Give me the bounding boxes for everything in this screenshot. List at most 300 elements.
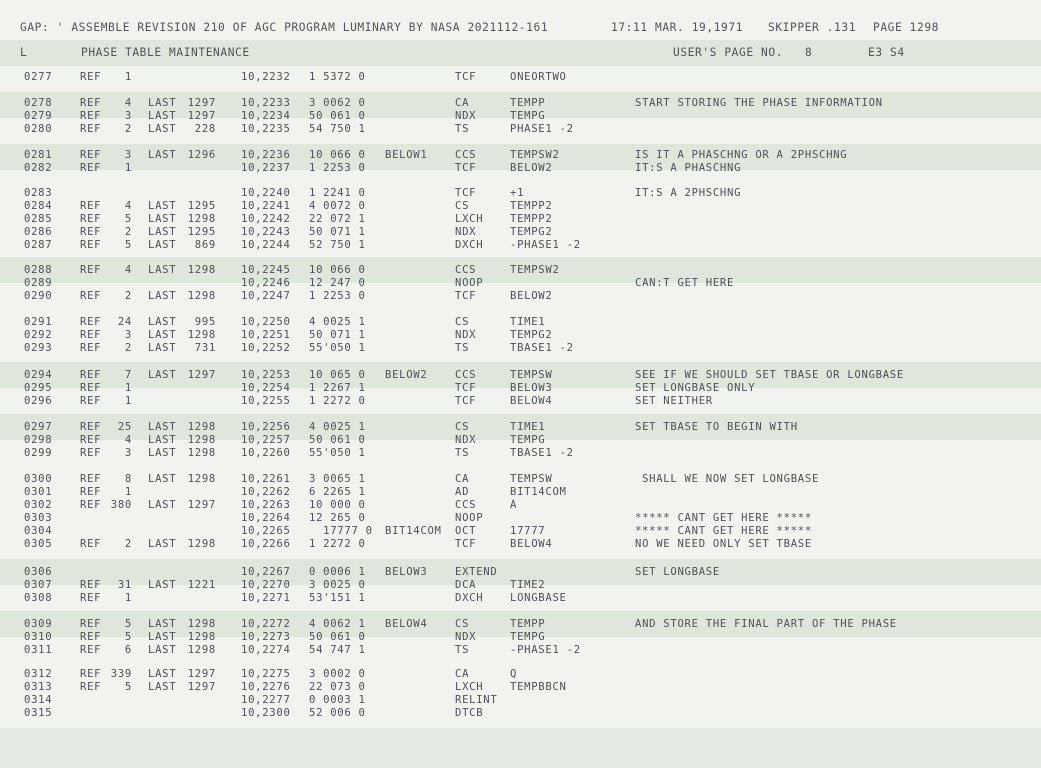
opcode: TS	[455, 447, 470, 459]
opcode: DXCH	[455, 239, 484, 251]
listing-row	[0, 681, 1041, 694]
address: 10,2253	[241, 369, 291, 381]
listing-row	[0, 369, 1041, 382]
ref-keyword: REF	[80, 421, 102, 433]
ref-keyword: REF	[80, 499, 102, 511]
octal-code: 4 0072 0	[309, 200, 366, 212]
last-page: 1297	[187, 499, 216, 511]
ref-keyword: REF	[80, 226, 102, 238]
opcode: NDX	[455, 226, 477, 238]
comment: ***** CANT GET HERE *****	[635, 525, 812, 537]
listing-row	[0, 382, 1041, 395]
last-keyword: LAST	[148, 618, 177, 630]
ref-count: 380	[110, 499, 132, 511]
operand: BELOW4	[510, 395, 553, 407]
last-keyword: LAST	[148, 631, 177, 643]
opcode: CA	[455, 668, 470, 680]
last-page: 1298	[187, 264, 216, 276]
opcode: DCA	[455, 579, 477, 591]
octal-code: 17777 0	[309, 525, 373, 537]
address: 10,2261	[241, 473, 291, 485]
line-number: 0303	[24, 512, 53, 524]
operand: Q	[510, 668, 518, 680]
operand: TEMPP	[510, 618, 546, 630]
operand: TBASE1 -2	[510, 447, 574, 459]
section-title: PHASE TABLE MAINTENANCE	[81, 46, 250, 59]
line-number: 0307	[24, 579, 53, 591]
ref-keyword: REF	[80, 592, 102, 604]
ref-count: 3	[124, 447, 132, 459]
ref-keyword: REF	[80, 579, 102, 591]
line-number: 0309	[24, 618, 53, 630]
listing-row	[0, 447, 1041, 460]
address: 10,2263	[241, 499, 291, 511]
line-number: 0281	[24, 149, 53, 161]
listing-row	[0, 499, 1041, 512]
last-keyword: LAST	[148, 538, 177, 550]
ref-keyword: REF	[80, 149, 102, 161]
listing-row	[0, 123, 1041, 136]
address: 10,2274	[241, 644, 291, 656]
ref-keyword: REF	[80, 369, 102, 381]
ref-keyword: REF	[80, 473, 102, 485]
opcode: NOOP	[455, 277, 484, 289]
address: 10,2245	[241, 264, 291, 276]
operand: 17777	[510, 525, 546, 537]
last-page: 1298	[187, 421, 216, 433]
octal-code: 0 0003 1	[309, 694, 366, 706]
last-page: 1298	[187, 618, 216, 630]
line-number: 0298	[24, 434, 53, 446]
address: 10,2300	[241, 707, 291, 719]
line-number: 0313	[24, 681, 53, 693]
operand: -PHASE1 -2	[510, 239, 581, 251]
line-number: 0283	[24, 187, 53, 199]
last-page: 1297	[187, 668, 216, 680]
listing-row	[0, 395, 1041, 408]
address: 10,2264	[241, 512, 291, 524]
last-page: 1297	[187, 369, 216, 381]
address: 10,2243	[241, 226, 291, 238]
octal-code: 1 2253 0	[309, 290, 366, 302]
line-number: 0314	[24, 694, 53, 706]
line-number: 0289	[24, 277, 53, 289]
line-number: 0312	[24, 668, 53, 680]
last-page: 1298	[187, 644, 216, 656]
last-keyword: LAST	[148, 316, 177, 328]
last-page: 1298	[187, 538, 216, 550]
address: 10,2240	[241, 187, 291, 199]
listing-row	[0, 187, 1041, 200]
address: 10,2277	[241, 694, 291, 706]
operand: TIME1	[510, 316, 546, 328]
last-page: 1298	[187, 631, 216, 643]
listing-row	[0, 200, 1041, 213]
last-keyword: LAST	[148, 200, 177, 212]
operand: TEMPSW2	[510, 149, 560, 161]
ref-count: 2	[124, 226, 132, 238]
listing-row	[0, 631, 1041, 644]
octal-code: 1 2267 1	[309, 382, 366, 394]
last-page: 1298	[187, 473, 216, 485]
address: 10,2232	[241, 71, 291, 83]
ref-keyword: REF	[80, 264, 102, 276]
comment: CAN:T GET HERE	[635, 277, 735, 289]
line-number: 0315	[24, 707, 53, 719]
operand: TEMPP	[510, 97, 546, 109]
listing-row	[0, 694, 1041, 707]
opcode: TS	[455, 123, 470, 135]
ref-count: 5	[124, 239, 132, 251]
ref-keyword: REF	[80, 681, 102, 693]
line-number: 0300	[24, 473, 53, 485]
opcode: NDX	[455, 110, 477, 122]
ref-count: 3	[124, 110, 132, 122]
octal-code: 50 061 0	[309, 434, 366, 446]
line-number: 0284	[24, 200, 53, 212]
last-keyword: LAST	[148, 434, 177, 446]
ref-keyword: REF	[80, 395, 102, 407]
octal-code: 54 750 1	[309, 123, 366, 135]
line-number: 0311	[24, 644, 53, 656]
operand: +1	[510, 187, 525, 199]
opcode: TS	[455, 342, 470, 354]
ref-count: 1	[124, 382, 132, 394]
ref-count: 2	[124, 342, 132, 354]
last-page: 1297	[187, 110, 216, 122]
address: 10,2233	[241, 97, 291, 109]
listing-row	[0, 329, 1041, 342]
operand: BELOW2	[510, 162, 553, 174]
operand: TEMPG	[510, 110, 546, 122]
ref-keyword: REF	[80, 382, 102, 394]
ref-count: 5	[124, 681, 132, 693]
listing-row	[0, 149, 1041, 162]
operand: TEMPP2	[510, 213, 553, 225]
ref-keyword: REF	[80, 162, 102, 174]
ref-count: 7	[124, 369, 132, 381]
octal-code: 10 065 0	[309, 369, 366, 381]
ref-count: 8	[124, 473, 132, 485]
listing-row	[0, 525, 1041, 538]
opcode: TCF	[455, 71, 477, 83]
octal-code: 10 066 0	[309, 149, 366, 161]
operand: TEMPSW2	[510, 264, 560, 276]
opcode: TCF	[455, 162, 477, 174]
ref-keyword: REF	[80, 342, 102, 354]
last-keyword: LAST	[148, 213, 177, 225]
listing-row	[0, 162, 1041, 175]
comment: SEE IF WE SHOULD SET TBASE OR LONGBASE	[635, 369, 904, 381]
last-page: 731	[194, 342, 216, 354]
line-number: 0286	[24, 226, 53, 238]
last-keyword: LAST	[148, 579, 177, 591]
ref-count: 24	[117, 316, 132, 328]
address: 10,2275	[241, 668, 291, 680]
comment: SHALL WE NOW SET LONGBASE	[635, 473, 820, 485]
ref-count: 1	[124, 71, 132, 83]
ref-count: 3	[124, 149, 132, 161]
opcode: CS	[455, 618, 470, 630]
listing-row	[0, 290, 1041, 303]
opcode: OCT	[455, 525, 477, 537]
ref-keyword: REF	[80, 486, 102, 498]
opcode: NOOP	[455, 512, 484, 524]
last-keyword: LAST	[148, 681, 177, 693]
listing-row	[0, 97, 1041, 110]
opcode: NDX	[455, 631, 477, 643]
line-number: 0294	[24, 369, 53, 381]
ref-keyword: REF	[80, 668, 102, 680]
ref-count: 4	[124, 200, 132, 212]
opcode: CA	[455, 473, 470, 485]
opcode: CS	[455, 200, 470, 212]
listing-row	[0, 538, 1041, 551]
line-number: 0302	[24, 499, 53, 511]
ref-count: 5	[124, 631, 132, 643]
octal-code: 55'050 1	[309, 342, 366, 354]
last-keyword: LAST	[148, 369, 177, 381]
ref-count: 2	[124, 123, 132, 135]
ref-keyword: REF	[80, 618, 102, 630]
address: 10,2251	[241, 329, 291, 341]
address: 10,2254	[241, 382, 291, 394]
opcode: CA	[455, 97, 470, 109]
last-keyword: LAST	[148, 342, 177, 354]
comment: ***** CANT GET HERE *****	[635, 512, 812, 524]
octal-code: 3 0065 1	[309, 473, 366, 485]
ref-count: 1	[124, 592, 132, 604]
line-number: 0308	[24, 592, 53, 604]
operand: TEMPP2	[510, 200, 553, 212]
octal-code: 12 247 0	[309, 277, 366, 289]
line-number: 0278	[24, 97, 53, 109]
octal-code: 4 0062 1	[309, 618, 366, 630]
opcode: CS	[455, 421, 470, 433]
octal-code: 1 2272 0	[309, 538, 366, 550]
operand: LONGBASE	[510, 592, 567, 604]
ref-count: 5	[124, 213, 132, 225]
symbol-label: BIT14COM	[385, 525, 442, 537]
listing-row	[0, 618, 1041, 631]
opcode: DXCH	[455, 592, 484, 604]
opcode: CCS	[455, 264, 477, 276]
listing-row	[0, 264, 1041, 277]
opcode: CCS	[455, 149, 477, 161]
operand: TIME1	[510, 421, 546, 433]
sheet-label: E3 S4	[868, 46, 905, 59]
address: 10,2276	[241, 681, 291, 693]
octal-code: 54 747 1	[309, 644, 366, 656]
address: 10,2241	[241, 200, 291, 212]
symbol-label: BELOW3	[385, 566, 428, 578]
octal-code: 52 750 1	[309, 239, 366, 251]
address: 10,2272	[241, 618, 291, 630]
last-keyword: LAST	[148, 123, 177, 135]
symbol-label: BELOW2	[385, 369, 428, 381]
line-number: 0296	[24, 395, 53, 407]
listing-row	[0, 707, 1041, 720]
line-number: 0280	[24, 123, 53, 135]
last-keyword: LAST	[148, 149, 177, 161]
address: 10,2237	[241, 162, 291, 174]
last-page: 1296	[187, 149, 216, 161]
opcode: CCS	[455, 499, 477, 511]
last-keyword: LAST	[148, 239, 177, 251]
address: 10,2267	[241, 566, 291, 578]
listing-row	[0, 592, 1041, 605]
last-keyword: LAST	[148, 473, 177, 485]
ref-keyword: REF	[80, 213, 102, 225]
listing-row	[0, 434, 1041, 447]
operand: TEMPSW	[510, 473, 553, 485]
operand: TEMPG2	[510, 226, 553, 238]
operand: TEMPG	[510, 631, 546, 643]
listing-row	[0, 342, 1041, 355]
comment: IS IT A PHASCHNG OR A 2PHSCHNG	[635, 149, 848, 161]
address: 10,2266	[241, 538, 291, 550]
line-number: 0288	[24, 264, 53, 276]
opcode: TCF	[455, 187, 477, 199]
octal-code: 10 066 0	[309, 264, 366, 276]
opcode: NDX	[455, 434, 477, 446]
last-page: 1297	[187, 97, 216, 109]
opcode: LXCH	[455, 213, 484, 225]
ref-keyword: REF	[80, 447, 102, 459]
octal-code: 22 072 1	[309, 213, 366, 225]
address: 10,2247	[241, 290, 291, 302]
address: 10,2265	[241, 525, 291, 537]
bottom-shade	[0, 728, 1041, 768]
last-page: 1298	[187, 447, 216, 459]
last-page: 869	[194, 239, 216, 251]
line-number: 0304	[24, 525, 53, 537]
listing-row	[0, 486, 1041, 499]
octal-code: 12 265 0	[309, 512, 366, 524]
listing-row	[0, 579, 1041, 592]
ref-keyword: REF	[80, 290, 102, 302]
last-page: 1297	[187, 681, 216, 693]
address: 10,2236	[241, 149, 291, 161]
last-page: 995	[194, 316, 216, 328]
octal-code: 1 2241 0	[309, 187, 366, 199]
page-number: PAGE 1298	[873, 21, 940, 34]
operand: BELOW3	[510, 382, 553, 394]
address: 10,2242	[241, 213, 291, 225]
ref-count: 1	[124, 486, 132, 498]
octal-code: 1 5372 0	[309, 71, 366, 83]
last-keyword: LAST	[148, 447, 177, 459]
line-number: 0290	[24, 290, 53, 302]
line-number: 0291	[24, 316, 53, 328]
last-keyword: LAST	[148, 668, 177, 680]
comment: NO WE NEED ONLY SET TBASE	[635, 538, 812, 550]
address: 10,2270	[241, 579, 291, 591]
opcode: EXTEND	[455, 566, 498, 578]
ref-count: 2	[124, 538, 132, 550]
operand: TIME2	[510, 579, 546, 591]
opcode: TS	[455, 644, 470, 656]
address: 10,2235	[241, 123, 291, 135]
ref-count: 1	[124, 162, 132, 174]
operand: -PHASE1 -2	[510, 644, 581, 656]
line-number: 0299	[24, 447, 53, 459]
listing-row	[0, 566, 1041, 579]
listing-row	[0, 473, 1041, 486]
comment: AND STORE THE FINAL PART OF THE PHASE	[635, 618, 897, 630]
listing-row	[0, 668, 1041, 681]
left-mark: L	[20, 46, 28, 59]
listing-row	[0, 421, 1041, 434]
ref-count: 25	[117, 421, 132, 433]
operand: TEMPG	[510, 434, 546, 446]
line-number: 0306	[24, 566, 53, 578]
operand: TEMPBBCN	[510, 681, 567, 693]
users-page-label: USER'S PAGE NO. 8	[673, 46, 813, 59]
address: 10,2234	[241, 110, 291, 122]
last-keyword: LAST	[148, 110, 177, 122]
octal-code: 4 0025 1	[309, 421, 366, 433]
operand: PHASE1 -2	[510, 123, 574, 135]
comment: START STORING THE PHASE INFORMATION	[635, 97, 883, 109]
opcode: CCS	[455, 369, 477, 381]
operand: BELOW2	[510, 290, 553, 302]
operand: BIT14COM	[510, 486, 567, 498]
line-number: 0279	[24, 110, 53, 122]
symbol-label: BELOW1	[385, 149, 428, 161]
opcode: RELINT	[455, 694, 498, 706]
line-number: 0310	[24, 631, 53, 643]
ref-count: 5	[124, 618, 132, 630]
line-number: 0301	[24, 486, 53, 498]
page-title: GAP: ' ASSEMBLE REVISION 210 OF AGC PROGRAM LUMINARY BY NASA 2021112-161	[20, 21, 549, 34]
address: 10,2271	[241, 592, 291, 604]
address: 10,2246	[241, 277, 291, 289]
last-keyword: LAST	[148, 644, 177, 656]
last-keyword: LAST	[148, 421, 177, 433]
octal-code: 22 073 0	[309, 681, 366, 693]
octal-code: 53'151 1	[309, 592, 366, 604]
last-keyword: LAST	[148, 499, 177, 511]
octal-code: 1 2272 0	[309, 395, 366, 407]
line-number: 0277	[24, 71, 53, 83]
octal-code: 52 006 0	[309, 707, 366, 719]
line-number: 0295	[24, 382, 53, 394]
address: 10,2257	[241, 434, 291, 446]
address: 10,2252	[241, 342, 291, 354]
octal-code: 10 000 0	[309, 499, 366, 511]
last-keyword: LAST	[148, 97, 177, 109]
listing-row	[0, 226, 1041, 239]
line-number: 0282	[24, 162, 53, 174]
address: 10,2255	[241, 395, 291, 407]
ref-count: 31	[117, 579, 132, 591]
address: 10,2250	[241, 316, 291, 328]
listing-row	[0, 644, 1041, 657]
operand: TEMPSW	[510, 369, 553, 381]
octal-code: 50 061 0	[309, 631, 366, 643]
last-page: 1295	[187, 200, 216, 212]
last-page: 1298	[187, 213, 216, 225]
line-number: 0293	[24, 342, 53, 354]
last-keyword: LAST	[148, 226, 177, 238]
octal-code: 3 0062 0	[309, 97, 366, 109]
listing-row	[0, 316, 1041, 329]
line-number: 0292	[24, 329, 53, 341]
ref-keyword: REF	[80, 200, 102, 212]
ref-keyword: REF	[80, 110, 102, 122]
operand: TEMPG2	[510, 329, 553, 341]
